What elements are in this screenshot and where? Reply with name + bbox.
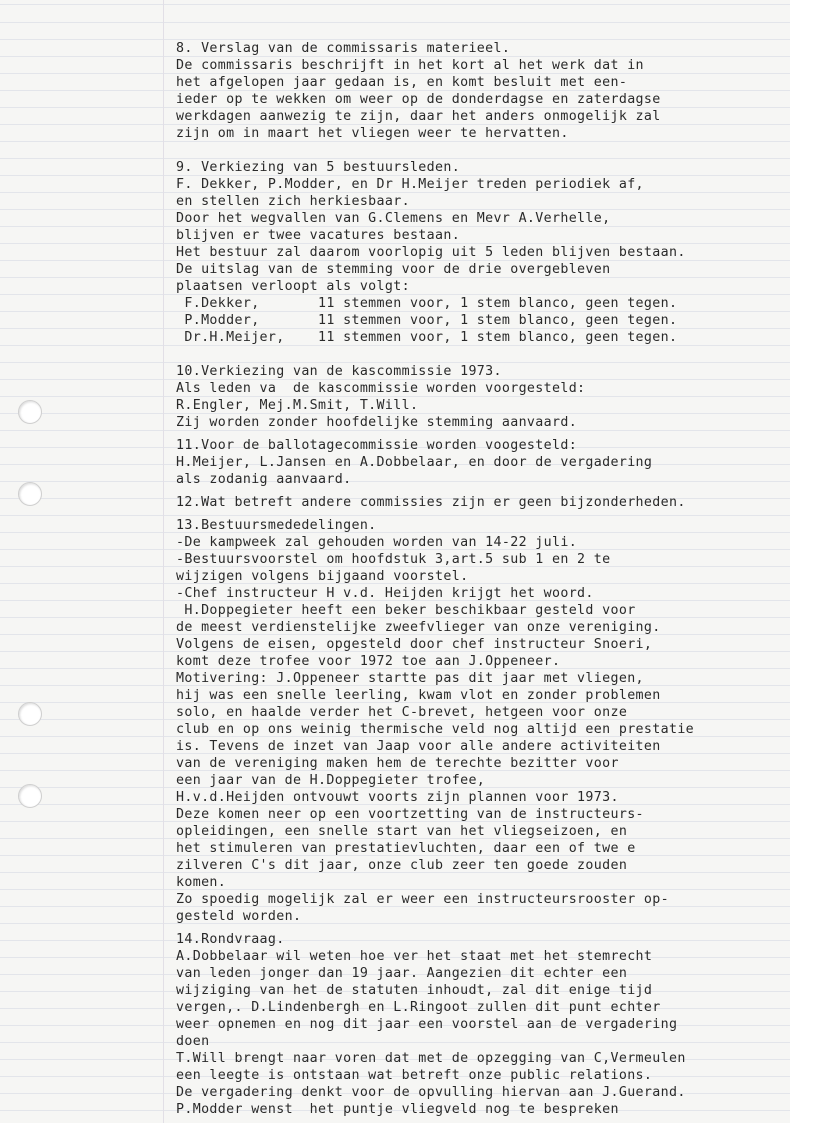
text-line: het afgelopen jaar gedaan is, en komt besluit met een- — [176, 75, 628, 90]
document-section — [176, 437, 786, 488]
document-body — [176, 40, 786, 1123]
text-line: een leegte is ontstaan wat betreft onze public relations. — [176, 1068, 653, 1083]
document-section — [176, 159, 786, 346]
text-line: zilveren C's dit jaar, onze club zeer ten goede zouden — [176, 858, 628, 873]
text-line: T.Will brengt naar voren dat met de opzegging van C,Vermeulen — [176, 1051, 686, 1066]
text-line: H.Meijer, L.Jansen en A.Dobbelaar, en door de vergadering — [176, 455, 653, 470]
punch-hole-icon — [18, 702, 42, 726]
text-line: gesteld worden. — [176, 909, 302, 924]
section-heading: 10.Verkiezing van de kascommissie 1973. — [176, 364, 502, 379]
text-line: De uitslag van de stemming voor de drie overgebleven — [176, 262, 611, 277]
text-line: Door het wegvallen van G.Clemens en Mevr A.Verhelle, — [176, 211, 611, 226]
text-line: Zij worden zonder hoofdelijke stemming aanvaard. — [176, 415, 578, 430]
text-line: solo, en haalde verder het C-brevet, hetgeen voor onze — [176, 705, 628, 720]
text-line: doen — [176, 1034, 210, 1049]
document-section — [176, 40, 786, 142]
text-line: Zo spoedig mogelijk zal er weer een instructeursrooster op- — [176, 892, 669, 907]
text-line: De vergadering denkt voor de opvulling hiervan aan J.Guerand. — [176, 1085, 686, 1100]
text-line: wijzigen volgens bijgaand voorstel. — [176, 569, 469, 584]
text-line: Volgens de eisen, opgesteld door chef instructeur Snoeri, — [176, 637, 653, 652]
text-line: H.v.d.Heijden ontvouwt voorts zijn plannen voor 1973. — [176, 790, 619, 805]
text-line: komen. — [176, 875, 227, 890]
section-heading: 11.Voor de ballotagecommissie worden voogesteld: — [176, 438, 578, 453]
text-line: -Bestuursvoorstel om hoofdstuk 3,art.5 sub 1 en 2 te — [176, 552, 611, 567]
text-line: zijn om in maart het vliegen weer te hervatten. — [176, 126, 569, 141]
punch-hole-icon — [18, 482, 42, 506]
document-section — [176, 931, 786, 1118]
document-section — [176, 494, 786, 511]
text-line: van leden jonger dan 19 jaar. Aangezien dit echter een — [176, 966, 628, 981]
text-line: Deze komen neer op een voortzetting van de instructeurs- — [176, 807, 644, 822]
text-line: vergen,. D.Lindenbergh en L.Ringoot zullen dit punt echter — [176, 1000, 661, 1015]
text-line: van de vereniging maken hem de terechte bezitter voor — [176, 756, 619, 771]
punch-hole-icon — [18, 784, 42, 808]
text-line: blijven er twee vacatures bestaan. — [176, 228, 461, 243]
section-heading: 14.Rondvraag. — [176, 932, 285, 947]
margin-line — [163, 0, 164, 1123]
section-heading: 12.Wat betreft andere commissies zijn er geen bijzonderheden. — [176, 495, 686, 510]
section-heading: 13.Bestuursmededelingen. — [176, 518, 377, 533]
text-line: weer opnemen en nog dit jaar een voorstel aan de vergadering — [176, 1017, 678, 1032]
text-line: als zodanig aanvaard. — [176, 472, 352, 487]
text-line: hij was een snelle leerling, kwam vlot en zonder problemen — [176, 688, 661, 703]
section-heading: 9. Verkiezing van 5 bestuursleden. — [176, 160, 461, 175]
text-line: wijziging van het de statuten inhoudt, zal dit enige tijd — [176, 983, 653, 998]
text-line: het stimuleren van prestatievluchten, daar een of twe e — [176, 841, 636, 856]
text-line: Motivering: J.Oppeneer startte pas dit jaar met vliegen, — [176, 671, 644, 686]
text-line: Dr.H.Meijer, 11 stemmen voor, 1 stem blanco, geen tegen. — [176, 330, 678, 345]
page-edge — [790, 0, 816, 1123]
text-line: R.Engler, Mej.M.Smit, T.Will. — [176, 398, 419, 413]
text-line: is. Tevens de inzet van Jaap voor alle andere activiteiten — [176, 739, 661, 754]
text-line: komt deze trofee voor 1972 toe aan J.Oppeneer. — [176, 654, 561, 669]
section-heading: 8. Verslag van de commissaris materieel. — [176, 41, 511, 56]
text-line: en stellen zich herkiesbaar. — [176, 194, 410, 209]
text-line: P.Modder wenst het puntje vliegveld nog te bespreken — [176, 1102, 619, 1117]
text-line: De commissaris beschrijft in het kort al het werk dat in — [176, 58, 644, 73]
punch-hole-icon — [18, 400, 42, 424]
text-line: een jaar van de H.Doppegieter trofee, — [176, 773, 486, 788]
text-line: F.Dekker, 11 stemmen voor, 1 stem blanco, geen tegen. — [176, 296, 678, 311]
document-section — [176, 363, 786, 431]
text-line: opleidingen, een snelle start van het vliegseizoen, en — [176, 824, 628, 839]
text-line: Het bestuur zal daarom voorlopig uit 5 leden blijven bestaan. — [176, 245, 686, 260]
document-section — [176, 517, 786, 925]
text-line: ieder op te wekken om weer op de donderdagse en zaterdagse — [176, 92, 661, 107]
text-line: P.Modder, 11 stemmen voor, 1 stem blanco, geen tegen. — [176, 313, 678, 328]
text-line: club en op ons weinig thermische veld nog altijd een prestatie — [176, 722, 695, 737]
text-line: plaatsen verloopt als volgt: — [176, 279, 410, 294]
text-line: F. Dekker, P.Modder, en Dr H.Meijer treden periodiek af, — [176, 177, 644, 192]
text-line: -De kampweek zal gehouden worden van 14-22 juli. — [176, 535, 578, 550]
text-line: werkdagen aanwezig te zijn, daar het anders onmogelijk zal — [176, 109, 661, 124]
text-line: H.Doppegieter heeft een beker beschikbaar gesteld voor — [176, 603, 636, 618]
text-line: Als leden va de kascommissie worden voorgesteld: — [176, 381, 586, 396]
text-line: de meest verdienstelijke zweefvlieger van onze vereniging. — [176, 620, 661, 635]
text-line: A.Dobbelaar wil weten hoe ver het staat met het stemrecht — [176, 949, 653, 964]
text-line: -Chef instructeur H v.d. Heijden krijgt het woord. — [176, 586, 594, 601]
